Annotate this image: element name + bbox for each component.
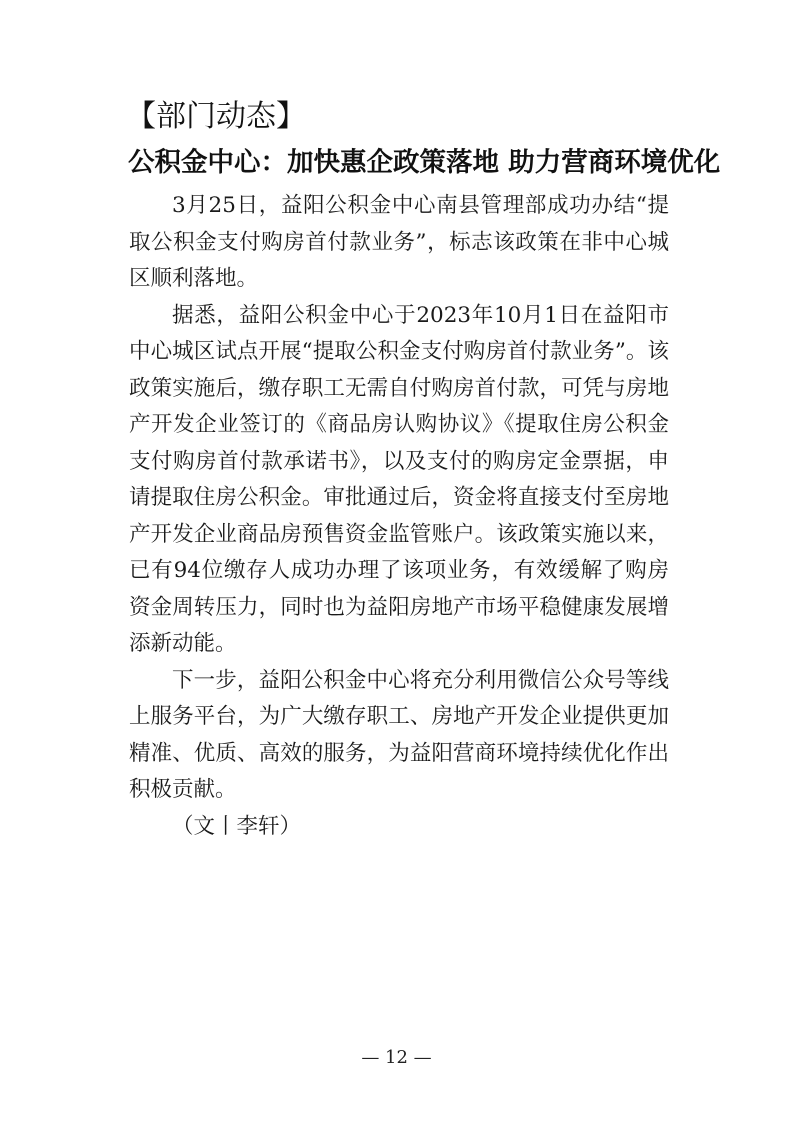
paragraph-1: 3月25日，益阳公积金中心南县管理部成功办结“提取公积金支付购房首付款业务”，标志该政策在非中心城区顺利落地。 — [129, 193, 669, 291]
article-body — [129, 188, 669, 845]
article-headline: 公积金中心：加快惠企政策落地 助力营商环境优化 — [128, 147, 721, 178]
paragraph-3: 下一步，益阳公积金中心将充分利用微信公众号等线上服务平台，为广大缴存职工、房地产开发企业提供更加精准、优质、高效的服务，为益阳营商环境持续优化作出积极贡献。 — [129, 667, 669, 802]
page-number: — 12 — — [361, 1047, 432, 1068]
paragraph-2: 据悉，益阳公积金中心于2023年10月1日在益阳市中心城区试点开展“提取公积金支付购房首付款业务”。该政策实施后，缴存职工无需自付购房首付款，可凭与房地产开发企业签订的《商品房认购协议》《提取住房公积金支付购房首付款承诺书》，以及支付的购房定金票据，申请提取住房公积金。审批通过后，资金将直接支付至房地产开发企业商品房预售资金监管账户。该政策实施以来，已有94位缴存人成功办理了该项业务，有效缓解了购房资金周转压力，同时也为益阳房地产市场平稳健康发展增添新动能。 — [129, 302, 669, 656]
byline: （文丨李轩） — [172, 813, 302, 839]
section-tag: 【部门动态】 — [126, 99, 306, 134]
